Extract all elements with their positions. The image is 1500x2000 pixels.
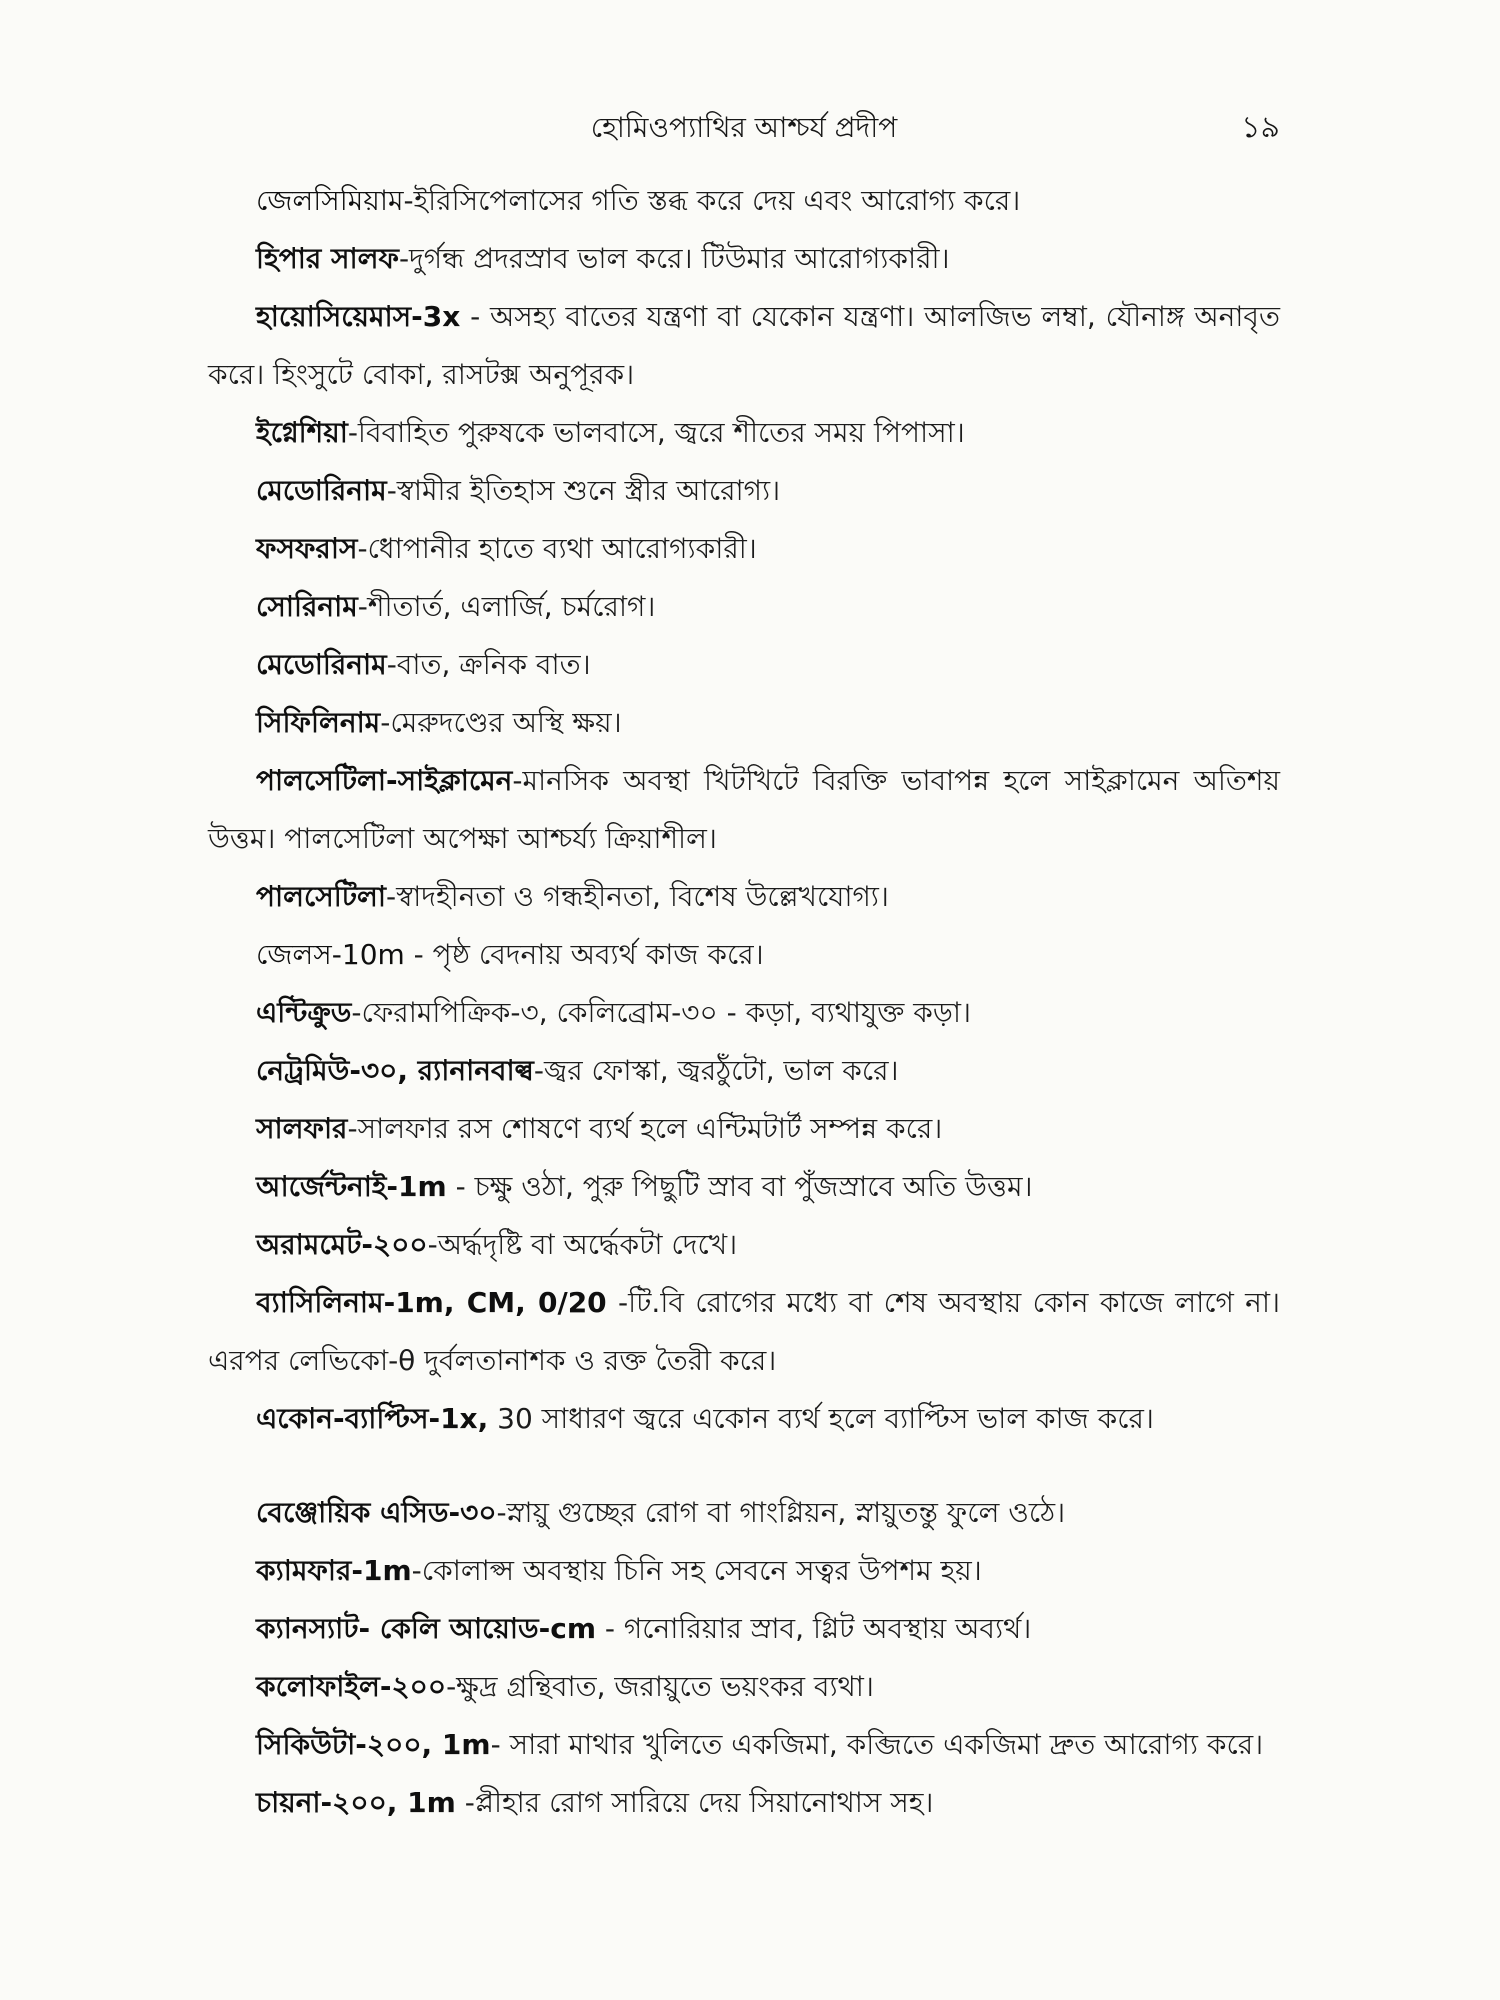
page-header — [208, 106, 1280, 150]
remedy-name: ব্যাসিলিনাম-1m, CM, 0/20 — [256, 1286, 607, 1319]
remedy-name: ইগ্নেশিয়া — [256, 416, 348, 449]
remedy-name: ক্যানস্যাট- কেলি আয়োড-cm — [256, 1612, 597, 1645]
remedy-description: -মানসিক অবস্থা খিটখিটে বিরক্তি ভাবাপন্ন হলে সাইক্লামেন অতিশয় উত্তম। পালসেটিলা অপেক্ষা আশ্চর্য্য ক্রিয়াশীল। — [208, 764, 1280, 855]
remedy-description: - পৃষ্ঠ বেদনায় অব্যর্থ কাজ করে। — [404, 938, 764, 971]
remedy-description: - চক্ষু ওঠা, পুরু পিছুটি স্রাব বা পুঁজস্রাবে অতি উত্তম। — [446, 1170, 1033, 1203]
remedy-description: -ক্ষুদ্র গ্রন্থিবাত, জরায়ুতে ভয়ংকর ব্যথা। — [446, 1670, 874, 1703]
remedy-description: -সালফার রস শোষণে ব্যর্থ হলে এন্টিমটার্ট সম্পন্ন করে। — [347, 1112, 943, 1145]
remedy-entry — [208, 1042, 1280, 1100]
remedy-description: -জ্বর ফোস্কা, জ্বরঠুঁটো, ভাল করে। — [533, 1054, 899, 1087]
remedy-description: -ফেরামপিক্রিক-৩, কেলিব্রোম-৩০ - কড়া, ব্যথাযুক্ত কড়া। — [351, 996, 971, 1029]
remedy-entry — [208, 694, 1280, 752]
remedy-description: -শীতার্ত, এলার্জি, চর্মরোগ। — [357, 590, 656, 623]
remedy-entry — [208, 1216, 1280, 1274]
remedy-entry — [208, 636, 1280, 694]
remedy-name: জেলসিমিয়াম — [256, 184, 404, 217]
remedy-description: - গনোরিয়ার স্রাব, গ্লিট অবস্থায় অব্যর্থ। — [596, 1612, 1032, 1645]
remedy-description: -দুর্গন্ধ প্রদরস্রাব ভাল করে। টিউমার আরোগ্যকারী। — [398, 242, 950, 275]
remedy-name: মেডোরিনাম — [256, 474, 387, 507]
remedy-description: - অসহ্য বাতের যন্ত্রণা বা যেকোন যন্ত্রণা। আলজিভ লম্বা, যৌনাঙ্গ অনাবৃত করে। হিংসুটে বোকা, রাসটক্স অনুপূরক। — [208, 300, 1280, 391]
remedy-name: সিকিউটা-২০০, 1m — [256, 1728, 491, 1761]
remedy-name: মেডোরিনাম — [256, 648, 387, 681]
remedy-name: একোন-ব্যাপ্টিস-1x, — [256, 1402, 489, 1435]
remedy-description: 30 সাধারণ জ্বরে একোন ব্যর্থ হলে ব্যাপ্টিস ভাল কাজ করে। — [488, 1402, 1154, 1435]
remedy-description: -বাত, ক্রনিক বাত। — [386, 648, 591, 681]
remedy-entry — [208, 1600, 1280, 1658]
remedy-name: হিপার সালফ — [256, 242, 399, 275]
remedy-name: পালসেটিলা-সাইক্লামেন — [256, 764, 513, 797]
remedy-name: চায়না-২০০, 1m — [256, 1786, 456, 1819]
remedy-entry — [208, 172, 1280, 230]
remedy-entry — [208, 404, 1280, 462]
remedy-name: হায়োসিয়েমাস-3x — [256, 300, 461, 333]
remedy-description: -মেরুদণ্ডের অস্থি ক্ষয়। — [380, 706, 622, 739]
remedy-entry — [208, 752, 1280, 868]
remedy-description: -স্বামীর ইতিহাস শুনে স্ত্রীর আরোগ্য। — [386, 474, 781, 507]
remedy-entry — [208, 230, 1280, 288]
remedy-entry — [208, 1542, 1280, 1600]
remedy-entry — [208, 1774, 1280, 1832]
remedy-name: এন্টিক্রুড — [256, 996, 352, 1029]
remedy-description: -অর্দ্ধদৃষ্টি বা অর্দ্ধেকটা দেখে। — [427, 1228, 738, 1261]
page-number: ১৯ — [1241, 110, 1280, 145]
remedy-entry — [208, 1484, 1280, 1542]
remedy-name: সিফিলিনাম — [256, 706, 381, 739]
remedy-description: -ধোপানীর হাতে ব্যথা আরোগ্যকারী। — [357, 532, 757, 565]
remedy-entry — [208, 984, 1280, 1042]
remedy-description: -কোলাপ্স অবস্থায় চিনি সহ সেবনে সত্বর উপশম হয়। — [411, 1554, 982, 1587]
remedy-entry — [208, 288, 1280, 404]
remedy-entry — [208, 1716, 1280, 1774]
remedy-entry — [208, 1658, 1280, 1716]
remedy-entry — [208, 926, 1280, 984]
remedy-description: - সারা মাথার খুলিতে একজিমা, কব্জিতে একজিমা দ্রুত আরোগ্য করে। — [490, 1728, 1264, 1761]
remedy-entry — [208, 1274, 1280, 1390]
remedy-entry — [208, 578, 1280, 636]
remedy-entry — [208, 1100, 1280, 1158]
remedy-entry — [208, 520, 1280, 578]
remedy-description: -টি.বি রোগের মধ্যে বা শেষ অবস্থায় কোন কাজে লাগে না। এরপর লেভিকো-θ দুর্বলতানাশক ও রক্ত তৈরী করে। — [208, 1286, 1281, 1377]
remedy-entry — [208, 462, 1280, 520]
remedy-name: সালফার — [256, 1112, 348, 1145]
remedy-name: কলোফাইল-২০০ — [256, 1670, 447, 1703]
remedy-description: -বিবাহিত পুরুষকে ভালবাসে, জ্বরে শীতের সময় পিপাসা। — [347, 416, 965, 449]
remedy-name: ক্যামফার-1m — [256, 1554, 412, 1587]
remedy-name: নেট্রমিউ-৩০, র‍্যানানবাল্ব — [256, 1054, 534, 1087]
remedy-name: বেঞ্জোয়িক এসিড-৩০ — [256, 1496, 497, 1529]
remedy-entry — [208, 1390, 1280, 1448]
remedy-name: পালসেটিলা — [256, 880, 386, 913]
remedy-name: জেলস-10m — [256, 938, 405, 971]
remedy-description: -ইরিসিপেলাসের গতি স্তব্ধ করে দেয় এবং আরোগ্য করে। — [403, 184, 1021, 217]
remedy-entry — [208, 1158, 1280, 1216]
remedy-name: সোরিনাম — [256, 590, 358, 623]
remedy-name: অরামমেট-২০০ — [256, 1228, 428, 1261]
remedy-description: -প্লীহার রোগ সারিয়ে দেয় সিয়ানোথাস সহ। — [455, 1786, 934, 1819]
remedy-description: -স্বাদহীনতা ও গন্ধহীনতা, বিশেষ উল্লেখযোগ্য। — [386, 880, 889, 913]
remedy-name: আর্জেন্টনাই-1m — [256, 1170, 447, 1203]
page-body — [208, 172, 1280, 1832]
remedy-entry — [208, 868, 1280, 926]
running-title: হোমিওপ্যাথির আশ্চর্য প্রদীপ — [590, 111, 898, 144]
remedy-name: ফসফরাস — [256, 532, 358, 565]
remedy-description: -স্নায়ু গুচ্ছের রোগ বা গাংগ্লিয়ন, স্নায়ুতন্তু ফুলে ওঠে। — [496, 1496, 1066, 1529]
